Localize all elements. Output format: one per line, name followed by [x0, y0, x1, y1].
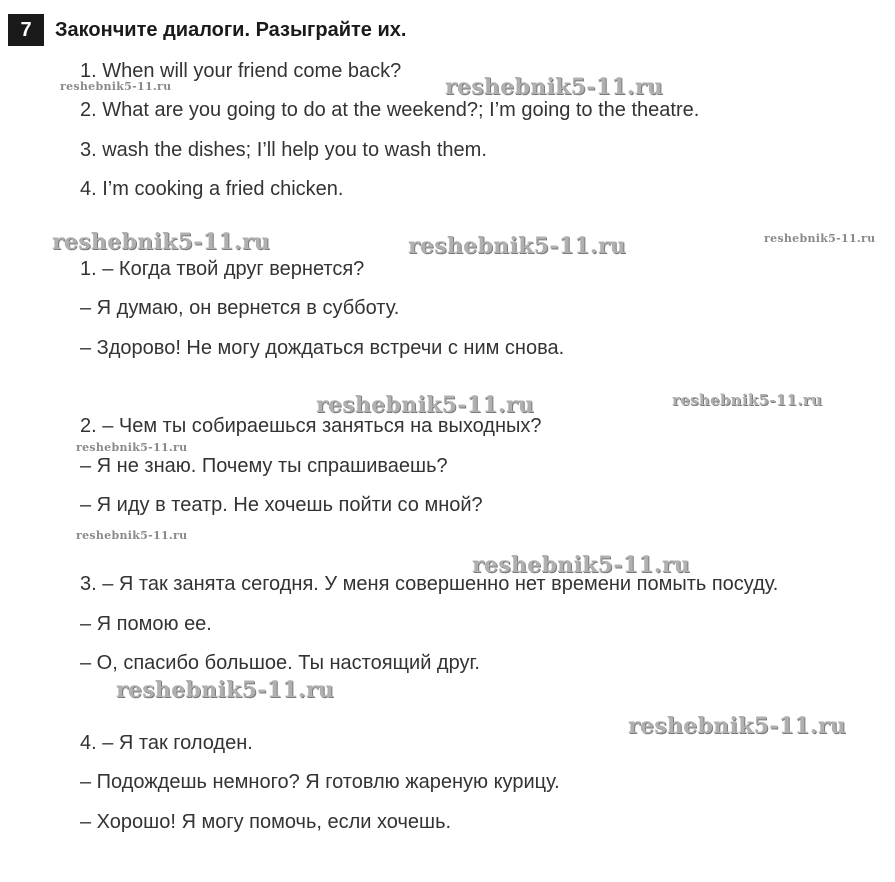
dialogue-3-line-2: – Я помою ее.	[80, 613, 212, 635]
dialogue-3-line-1: 3. – Я так занята сегодня. У меня совершенно нет времени помыть посуду.	[80, 573, 779, 595]
exercise-title: Закончите диалоги. Разыграйте их.	[55, 19, 407, 41]
dialogue-2-line-2: – Я не знаю. Почему ты спрашиваешь?	[80, 455, 448, 477]
watermark-9: reshebnik5-11.ru	[76, 529, 188, 542]
watermark-4: reshebnik5-11.ru	[408, 233, 627, 259]
watermark-7: reshebnik5-11.ru	[672, 391, 823, 409]
watermark-12: reshebnik5-11.ru	[628, 713, 847, 739]
watermark-3: reshebnik5-11.ru	[52, 229, 271, 255]
answer-line-2: 2. What are you going to do at the weekend?; I’m going to the theatre.	[80, 99, 700, 121]
dialogue-4-line-3: – Хорошо! Я могу помочь, если хочешь.	[80, 811, 452, 833]
dialogue-1-line-1: 1. – Когда твой друг вернется?	[80, 258, 365, 280]
dialogue-2-line-3: – Я иду в театр. Не хочешь пойти со мной?	[80, 494, 483, 516]
watermark-6: reshebnik5-11.ru	[316, 392, 535, 418]
dialogue-2-line-1: 2. – Чем ты собираешься заняться на выходных?	[80, 415, 542, 437]
watermark-5: reshebnik5-11.ru	[764, 232, 876, 245]
answer-line-1: 1. When will your friend come back?	[80, 60, 402, 82]
watermark-10: reshebnik5-11.ru	[472, 552, 691, 578]
answer-line-4: 4. I’m cooking a fried chicken.	[80, 178, 344, 200]
dialogue-4-line-2: – Подождешь немного? Я готовлю жареную курицу.	[80, 771, 560, 793]
dialogue-1-line-3: – Здорово! Не могу дождаться встречи с ним снова.	[80, 337, 565, 359]
watermark-11: reshebnik5-11.ru	[116, 677, 335, 703]
exercise-number-badge: 7	[8, 14, 44, 46]
dialogue-4-line-1: 4. – Я так голоден.	[80, 732, 253, 754]
answer-line-3: 3. wash the dishes; I’ll help you to wash them.	[80, 139, 487, 161]
watermark-8: reshebnik5-11.ru	[76, 441, 188, 454]
watermark-2: reshebnik5-11.ru	[445, 74, 664, 100]
dialogue-1-line-2: – Я думаю, он вернется в субботу.	[80, 297, 400, 319]
watermark-1: reshebnik5-11.ru	[60, 80, 172, 93]
dialogue-3-line-3: – О, спасибо большое. Ты настоящий друг.	[80, 652, 480, 674]
